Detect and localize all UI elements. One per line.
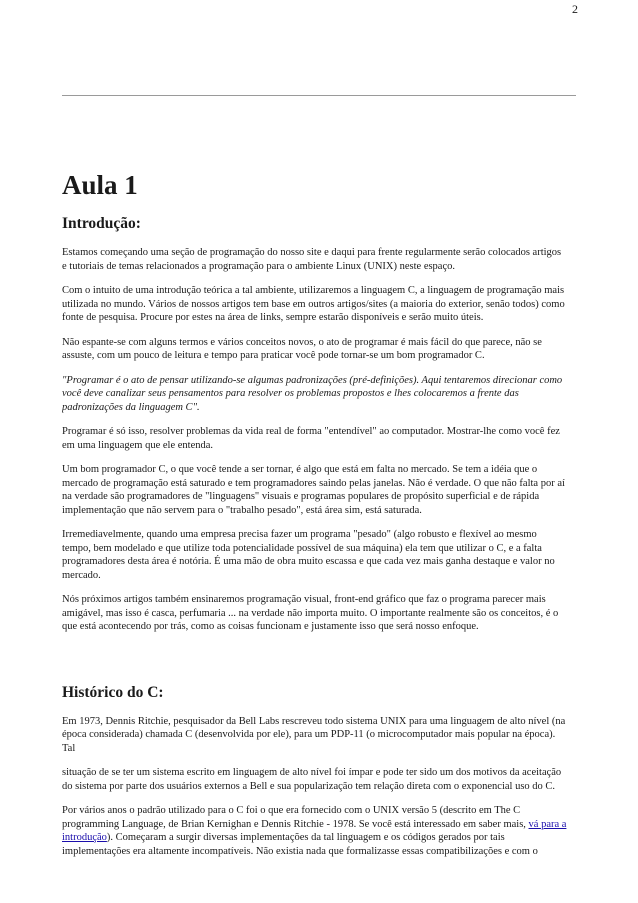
text-line: Um bom programador C, o que você tende a ser tornar, é algo que está em falta no mercado. Se tem a idéia que o: [62, 464, 538, 475]
paragraph: [62, 284, 576, 325]
text-line: Estamos começando uma seção de programação do nosso site e daqui para frente regularmente serão colocados artigos: [62, 247, 562, 258]
text-line: em uma linguagem que ele entenda.: [62, 439, 214, 451]
paragraph: [62, 715, 576, 756]
text-line: Nós próximos artigos também ensinaremos programação visual, front-end gráfico que faz o programa parecer mais: [62, 594, 546, 605]
text-line: mercado.: [62, 569, 101, 581]
paragraph: [62, 425, 576, 452]
text-line: Em 1973, Dennis Ritchie, pesquisador da Bell Labs rescreveu todo sistema UNIX para uma linguagem de alto nível (na: [62, 715, 566, 727]
intro-link-continued[interactable]: introdução: [62, 832, 107, 843]
text-fragment: programming Language, de Brian Kernighan e Dennis Ritchie - 1978. Se você está interessado em saber mais,: [62, 818, 529, 830]
lesson-title: Aula 1: [62, 170, 138, 200]
section-heading-introducao: Introdução:: [62, 215, 141, 232]
intro-link[interactable]: vá para a: [528, 818, 567, 830]
text-line: Por vários anos o padrão utilizado para o C foi o que era fornecido com o UNIX versão 5 (descrito em The C: [62, 805, 521, 816]
paragraph: [62, 593, 576, 634]
paragraph: [62, 528, 576, 582]
text-line: assuste, com um pouco de leitura e tempo para praticar você pode tornar-se um bom programador C.: [62, 350, 485, 361]
text-line: utilizada no mundo. Vários de nossos artigos tem base em outros artigos/sites (a maioria do exterior, senão todos) como: [62, 298, 565, 310]
text-line: padronizações da linguagem C".: [62, 401, 200, 413]
paragraph: [62, 766, 576, 793]
paragraph: [62, 463, 576, 517]
text-line: Programar é só isso, resolver problemas da vida real de forma "entendível" ao computador. Mostrar-lhe como você fez: [62, 426, 560, 437]
text-line: implementações era altamente incompatíveis. Não existia nada que formalizasse essas compatibilizações e com o: [62, 845, 538, 857]
section-heading-historico: Histórico do C:: [62, 683, 164, 701]
text-line: [62, 831, 576, 845]
text-fragment: ). Começaram a surgir diversas implementações da tal linguagem e os códigos gerados por tais: [106, 832, 505, 843]
text-line: mercado de programação está saturado e tem programadores saindo pelas janelas. Não é verdade. O que não falta por aí: [62, 477, 565, 489]
paragraph: [62, 336, 576, 363]
text-line: Com o intuito de uma introdução teórica a tal ambiente, utilizaremos a linguagem C, a linguagem de programação mais: [62, 285, 565, 296]
text-line: Irremediavelmente, quando uma empresa precisa fazer um programa "pesado" (algo robusto e flexível ao mesmo: [62, 529, 537, 540]
text-line: fonte de pesquisa. Procure por estes na área de links, sempre estarão disponíveis e serão muito úteis.: [62, 312, 484, 323]
text-line: na verdade são programadores de "linguagens" visuais e programas populares de propósito superficial e de rápida: [62, 491, 540, 502]
text-line: do sistema por parte dos usuários externos a Bell e sua popularização tem relação direta com o exponencial uso do C.: [62, 780, 556, 792]
text-line: programadores desta área é notória. É uma mão de obra muito escassa e que cada vez mais ganha destaque e valor no: [62, 556, 555, 567]
page-number: 2: [572, 2, 578, 16]
section-spacer: [62, 645, 576, 683]
text-line: [62, 818, 576, 832]
text-line: Tal: [62, 742, 76, 754]
text-line: amigável, mas isso é casca, perfumaria ... na verdade não importa muito. O importante realmente são os conceitos, é o: [62, 607, 559, 619]
text-line: tempo, bem modelado e que utilize toda potencialidade possível de sua máquina) ela tem que utilizar o C, e a falta: [62, 542, 542, 554]
text-line: Não espante-se com alguns termos e vários conceitos novos, o ato de programar é mais fácil do que parece, não se: [62, 336, 542, 348]
header-divider: [62, 95, 576, 96]
text-line: você deve canalizar seus pensamentos para resolver os problemas propostos e lhes colocaremos a frente das: [62, 388, 519, 399]
text-line: época considerada) chamada C (desenvolvida por ele), para um PDP-11 (o microcomputador mais popular na época).: [62, 729, 556, 740]
document-body: [62, 168, 576, 869]
text-line: situação de se ter um sistema escrito em linguagem de alto nível foi ímpar e pode ter sido um dos motivos da aceitação: [62, 767, 562, 778]
text-line: "Programar é o ato de pensar utilizando-se algumas padronizações (pré-definições). Aqui tentaremos direcionar como: [62, 374, 563, 386]
paragraph: [62, 246, 576, 273]
quote-paragraph: [62, 374, 576, 415]
paragraph: [62, 804, 576, 858]
text-line: que está acontecendo por trás, como as coisas funcionam e justamente isso que será nosso enfoque.: [62, 621, 479, 632]
text-line: implementação que não servem para o "trabalho pesado", está área sim, está saturada.: [62, 504, 422, 516]
text-line: e tutoriais de temas relacionados a programação para o ambiente Linux (UNIX) neste espaço.: [62, 260, 456, 272]
